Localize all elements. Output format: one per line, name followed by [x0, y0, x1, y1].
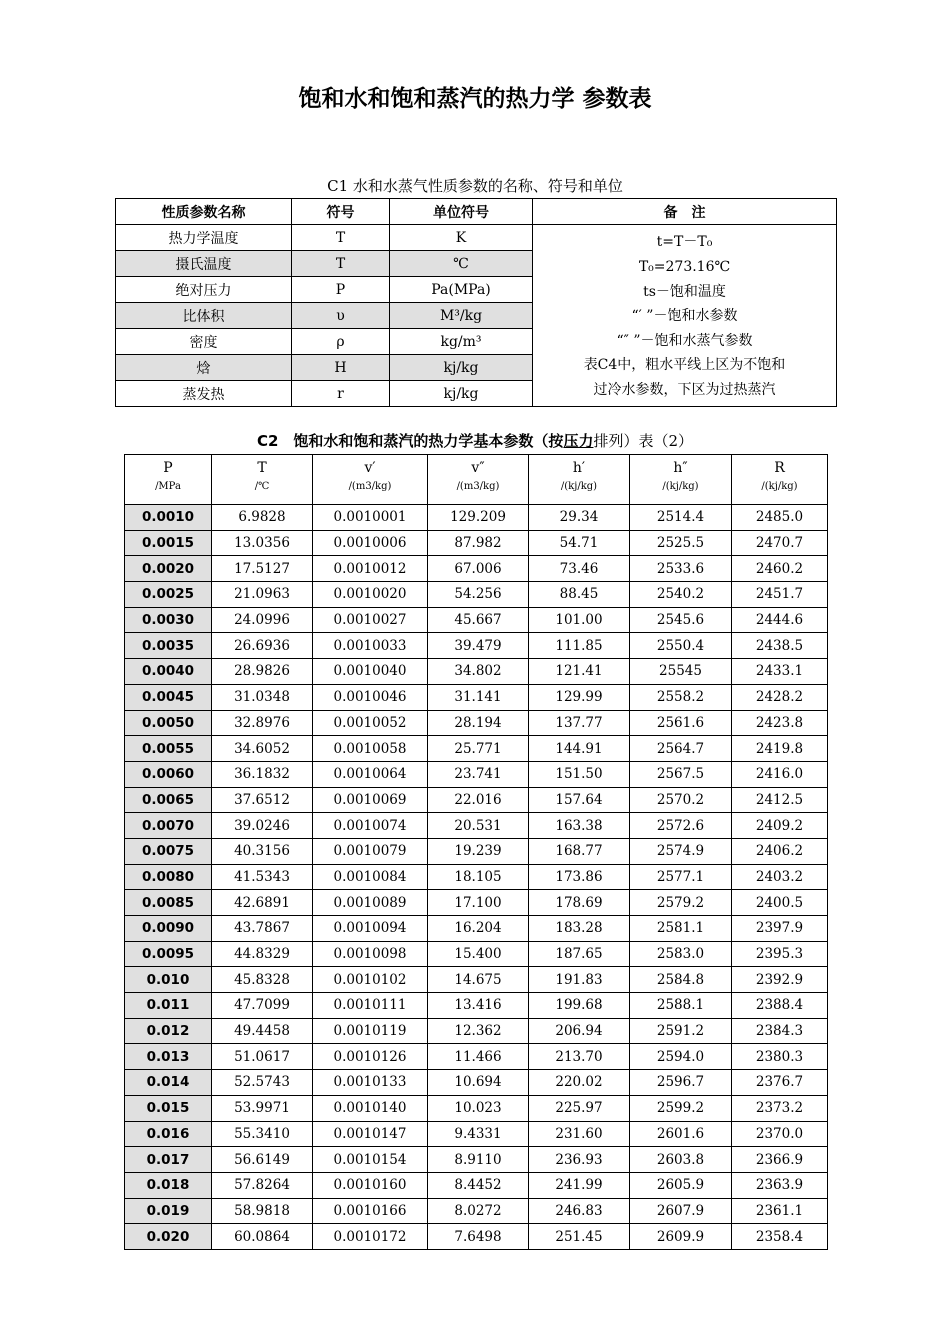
- value-cell: 0.0010089: [313, 890, 428, 916]
- value-cell: 0.0010074: [313, 813, 428, 839]
- pressure-cell: 0.0020: [125, 556, 212, 582]
- unit-cell: kj/kg: [390, 355, 533, 381]
- note-line: t=T－T₀: [656, 234, 713, 251]
- property-name-cell: 绝对压力: [116, 277, 292, 303]
- value-cell: 0.0010098: [313, 941, 428, 967]
- value-cell: 2574.9: [630, 838, 732, 864]
- unit-cell: kg/m³: [390, 329, 533, 355]
- value-cell: 2397.9: [732, 916, 828, 942]
- header-name: 性质参数名称: [116, 199, 292, 225]
- table-row: [125, 1070, 828, 1096]
- value-cell: 8.4452: [428, 1172, 529, 1198]
- value-cell: 236.93: [529, 1147, 630, 1173]
- value-cell: 129.209: [428, 505, 529, 531]
- pressure-cell: 0.0090: [125, 916, 212, 942]
- value-cell: 19.239: [428, 838, 529, 864]
- pressure-cell: 0.0075: [125, 838, 212, 864]
- value-cell: 2596.7: [630, 1070, 732, 1096]
- column-symbol: R: [732, 455, 828, 482]
- value-cell: 2380.3: [732, 1044, 828, 1070]
- value-cell: 157.64: [529, 787, 630, 813]
- value-cell: 0.0010033: [313, 633, 428, 659]
- value-cell: 11.466: [428, 1044, 529, 1070]
- value-cell: 151.50: [529, 761, 630, 787]
- table-row: [125, 941, 828, 967]
- pressure-cell: 0.0015: [125, 530, 212, 556]
- value-cell: 2564.7: [630, 736, 732, 762]
- value-cell: 0.0010133: [313, 1070, 428, 1096]
- value-cell: 0.0010154: [313, 1147, 428, 1173]
- value-cell: 67.006: [428, 556, 529, 582]
- value-cell: 2601.6: [630, 1121, 732, 1147]
- value-cell: 2423.8: [732, 710, 828, 736]
- value-cell: 2403.2: [732, 864, 828, 890]
- value-cell: 10.694: [428, 1070, 529, 1096]
- value-cell: 199.68: [529, 993, 630, 1019]
- table-row: [125, 556, 828, 582]
- value-cell: 42.6891: [212, 890, 313, 916]
- table2-caption-prefix: C2 饱和水和饱和蒸汽的热力学基本参数（按: [256, 432, 564, 450]
- property-name-cell: 焓: [116, 355, 292, 381]
- table-row: [125, 1172, 828, 1198]
- value-cell: 2525.5: [630, 530, 732, 556]
- value-cell: 2392.9: [732, 967, 828, 993]
- symbol-cell: P: [292, 277, 390, 303]
- table-row: [125, 1121, 828, 1147]
- value-cell: 2485.0: [732, 505, 828, 531]
- value-cell: 55.3410: [212, 1121, 313, 1147]
- table-row: [125, 761, 828, 787]
- property-name-cell: 摄氏温度: [116, 251, 292, 277]
- table-row: [125, 890, 828, 916]
- column-unit: /(m3/kg): [313, 481, 428, 505]
- value-cell: 13.0356: [212, 530, 313, 556]
- pressure-cell: 0.0070: [125, 813, 212, 839]
- unit-cell: K: [390, 225, 533, 251]
- unit-cell: Pa(MPa): [390, 277, 533, 303]
- value-cell: 25545: [630, 659, 732, 685]
- symbol-cell: ρ: [292, 329, 390, 355]
- pressure-cell: 0.015: [125, 1095, 212, 1121]
- saturation-table: [124, 454, 828, 1250]
- column-unit: /℃: [212, 481, 313, 505]
- value-cell: 2388.4: [732, 993, 828, 1019]
- table-row: [125, 1018, 828, 1044]
- value-cell: 0.0010006: [313, 530, 428, 556]
- table-row: [125, 736, 828, 762]
- pressure-cell: 0.011: [125, 993, 212, 1019]
- header-unit: 单位符号: [390, 199, 533, 225]
- table-row: [125, 633, 828, 659]
- value-cell: 0.0010102: [313, 967, 428, 993]
- value-cell: 18.105: [428, 864, 529, 890]
- value-cell: 0.0010058: [313, 736, 428, 762]
- page-title: 饱和水和饱和蒸汽的热力学 参数表: [298, 86, 652, 112]
- table1-caption: C1 水和水蒸气性质参数的名称、符号和单位: [327, 177, 623, 195]
- symbol-cell: H: [292, 355, 390, 381]
- value-cell: 8.0272: [428, 1198, 529, 1224]
- column-symbol: h″: [630, 455, 732, 482]
- value-cell: 213.70: [529, 1044, 630, 1070]
- unit-cell: ℃: [390, 251, 533, 277]
- table-row: [125, 1095, 828, 1121]
- table-row: [125, 1044, 828, 1070]
- value-cell: 241.99: [529, 1172, 630, 1198]
- value-cell: 2572.6: [630, 813, 732, 839]
- value-cell: 2533.6: [630, 556, 732, 582]
- value-cell: 54.71: [529, 530, 630, 556]
- table-row: [125, 1198, 828, 1224]
- value-cell: 2412.5: [732, 787, 828, 813]
- column-unit: /MPa: [125, 481, 212, 505]
- table-row: [125, 684, 828, 710]
- value-cell: 20.531: [428, 813, 529, 839]
- value-cell: 246.83: [529, 1198, 630, 1224]
- value-cell: 2376.7: [732, 1070, 828, 1096]
- table-row: [125, 787, 828, 813]
- value-cell: 13.416: [428, 993, 529, 1019]
- symbol-cell: r: [292, 381, 390, 407]
- note-line: “′ ”－饱和水参数: [631, 308, 738, 325]
- value-cell: 144.91: [529, 736, 630, 762]
- value-cell: 31.0348: [212, 684, 313, 710]
- value-cell: 40.3156: [212, 838, 313, 864]
- value-cell: 7.6498: [428, 1224, 529, 1250]
- value-cell: 0.0010046: [313, 684, 428, 710]
- value-cell: 2558.2: [630, 684, 732, 710]
- table-row: [125, 607, 828, 633]
- note-line: ts－饱和温度: [643, 283, 726, 300]
- value-cell: 0.0010147: [313, 1121, 428, 1147]
- note-line: T₀=273.16℃: [638, 259, 731, 276]
- value-cell: 87.982: [428, 530, 529, 556]
- property-name-cell: 蒸发热: [116, 381, 292, 407]
- value-cell: 0.0010119: [313, 1018, 428, 1044]
- value-cell: 0.0010027: [313, 607, 428, 633]
- value-cell: 53.9971: [212, 1095, 313, 1121]
- pressure-cell: 0.0065: [125, 787, 212, 813]
- value-cell: 2400.5: [732, 890, 828, 916]
- value-cell: 0.0010166: [313, 1198, 428, 1224]
- value-cell: 129.99: [529, 684, 630, 710]
- table-row: [125, 582, 828, 608]
- column-unit: /(kj/kg): [732, 481, 828, 505]
- value-cell: 0.0010172: [313, 1224, 428, 1250]
- value-cell: 187.65: [529, 941, 630, 967]
- pressure-cell: 0.0085: [125, 890, 212, 916]
- value-cell: 49.4458: [212, 1018, 313, 1044]
- value-cell: 45.667: [428, 607, 529, 633]
- column-symbol: T: [212, 455, 313, 482]
- value-cell: 28.9826: [212, 659, 313, 685]
- pressure-cell: 0.016: [125, 1121, 212, 1147]
- note-line: 过冷水参数，下区为过热蒸汽: [593, 381, 776, 398]
- header-notes: 备 注: [533, 199, 837, 225]
- value-cell: 2605.9: [630, 1172, 732, 1198]
- value-cell: 29.34: [529, 505, 630, 531]
- table-row: [125, 505, 828, 531]
- pressure-cell: 0.0060: [125, 761, 212, 787]
- value-cell: 34.802: [428, 659, 529, 685]
- value-cell: 0.0010040: [313, 659, 428, 685]
- value-cell: 2609.9: [630, 1224, 732, 1250]
- pressure-cell: 0.0055: [125, 736, 212, 762]
- value-cell: 2584.8: [630, 967, 732, 993]
- value-cell: 8.9110: [428, 1147, 529, 1173]
- value-cell: 58.9818: [212, 1198, 313, 1224]
- table-row: [125, 1224, 828, 1250]
- value-cell: 121.41: [529, 659, 630, 685]
- value-cell: 0.0010001: [313, 505, 428, 531]
- value-cell: 31.141: [428, 684, 529, 710]
- value-cell: 34.6052: [212, 736, 313, 762]
- notes-cell: [533, 225, 837, 407]
- value-cell: 2409.2: [732, 813, 828, 839]
- symbol-cell: υ: [292, 303, 390, 329]
- column-unit: /(kj/kg): [529, 481, 630, 505]
- table2-symbol-row: [125, 455, 828, 482]
- value-cell: 39.0246: [212, 813, 313, 839]
- value-cell: 251.45: [529, 1224, 630, 1250]
- value-cell: 2514.4: [630, 505, 732, 531]
- table-row: [125, 530, 828, 556]
- table-row: [125, 993, 828, 1019]
- value-cell: 2581.1: [630, 916, 732, 942]
- table-row: [125, 710, 828, 736]
- value-cell: 17.5127: [212, 556, 313, 582]
- value-cell: 45.8328: [212, 967, 313, 993]
- properties-table: [115, 198, 837, 407]
- value-cell: 0.0010052: [313, 710, 428, 736]
- column-symbol: v′: [313, 455, 428, 482]
- pressure-cell: 0.020: [125, 1224, 212, 1250]
- table-row: [125, 659, 828, 685]
- pressure-cell: 0.0010: [125, 505, 212, 531]
- value-cell: 137.77: [529, 710, 630, 736]
- value-cell: 2395.3: [732, 941, 828, 967]
- value-cell: 51.0617: [212, 1044, 313, 1070]
- value-cell: 44.8329: [212, 941, 313, 967]
- value-cell: 0.0010160: [313, 1172, 428, 1198]
- value-cell: 14.675: [428, 967, 529, 993]
- value-cell: 15.400: [428, 941, 529, 967]
- value-cell: 21.0963: [212, 582, 313, 608]
- symbol-cell: T: [292, 251, 390, 277]
- value-cell: 111.85: [529, 633, 630, 659]
- value-cell: 2607.9: [630, 1198, 732, 1224]
- value-cell: 28.194: [428, 710, 529, 736]
- value-cell: 2583.0: [630, 941, 732, 967]
- property-name-cell: 密度: [116, 329, 292, 355]
- pressure-cell: 0.010: [125, 967, 212, 993]
- value-cell: 2594.0: [630, 1044, 732, 1070]
- table2-caption-suffix: 排列）表（2）: [593, 432, 693, 450]
- value-cell: 54.256: [428, 582, 529, 608]
- note-line: 表C4中，粗水平线上区为不饱和: [583, 357, 786, 374]
- value-cell: 2550.4: [630, 633, 732, 659]
- value-cell: 17.100: [428, 890, 529, 916]
- value-cell: 2545.6: [630, 607, 732, 633]
- table-row: [125, 838, 828, 864]
- value-cell: 0.0010069: [313, 787, 428, 813]
- note-line: “″ ”－饱和水蒸气参数: [616, 332, 753, 349]
- unit-cell: kj/kg: [390, 381, 533, 407]
- value-cell: 2567.5: [630, 761, 732, 787]
- value-cell: 0.0010079: [313, 838, 428, 864]
- pressure-cell: 0.0035: [125, 633, 212, 659]
- value-cell: 2416.0: [732, 761, 828, 787]
- column-unit: /(m3/kg): [428, 481, 529, 505]
- pressure-cell: 0.0040: [125, 659, 212, 685]
- value-cell: 0.0010064: [313, 761, 428, 787]
- value-cell: 2540.2: [630, 582, 732, 608]
- table-row: [125, 1147, 828, 1173]
- value-cell: 220.02: [529, 1070, 630, 1096]
- value-cell: 2370.0: [732, 1121, 828, 1147]
- value-cell: 0.0010084: [313, 864, 428, 890]
- value-cell: 225.97: [529, 1095, 630, 1121]
- column-unit: /(kj/kg): [630, 481, 732, 505]
- pressure-cell: 0.013: [125, 1044, 212, 1070]
- pressure-cell: 0.018: [125, 1172, 212, 1198]
- unit-cell: M³/kg: [390, 303, 533, 329]
- value-cell: 2419.8: [732, 736, 828, 762]
- pressure-cell: 0.017: [125, 1147, 212, 1173]
- symbol-cell: T: [292, 225, 390, 251]
- value-cell: 2577.1: [630, 864, 732, 890]
- value-cell: 47.7099: [212, 993, 313, 1019]
- table-row: [125, 813, 828, 839]
- value-cell: 2603.8: [630, 1147, 732, 1173]
- table1-header-row: [116, 199, 837, 225]
- property-name-cell: 热力学温度: [116, 225, 292, 251]
- value-cell: 2561.6: [630, 710, 732, 736]
- value-cell: 2470.7: [732, 530, 828, 556]
- pressure-cell: 0.014: [125, 1070, 212, 1096]
- value-cell: 2406.2: [732, 838, 828, 864]
- value-cell: 37.6512: [212, 787, 313, 813]
- value-cell: 173.86: [529, 864, 630, 890]
- pressure-cell: 0.0045: [125, 684, 212, 710]
- value-cell: 12.362: [428, 1018, 529, 1044]
- table2-unit-row: [125, 481, 828, 505]
- value-cell: 2599.2: [630, 1095, 732, 1121]
- value-cell: 10.023: [428, 1095, 529, 1121]
- value-cell: 0.0010012: [313, 556, 428, 582]
- value-cell: 36.1832: [212, 761, 313, 787]
- value-cell: 178.69: [529, 890, 630, 916]
- value-cell: 183.28: [529, 916, 630, 942]
- value-cell: 2428.2: [732, 684, 828, 710]
- value-cell: 41.5343: [212, 864, 313, 890]
- value-cell: 2460.2: [732, 556, 828, 582]
- value-cell: 2579.2: [630, 890, 732, 916]
- value-cell: 2384.3: [732, 1018, 828, 1044]
- value-cell: 88.45: [529, 582, 630, 608]
- table1-row: [116, 225, 837, 251]
- value-cell: 2361.1: [732, 1198, 828, 1224]
- value-cell: 206.94: [529, 1018, 630, 1044]
- value-cell: 57.8264: [212, 1172, 313, 1198]
- value-cell: 2570.2: [630, 787, 732, 813]
- value-cell: 0.0010126: [313, 1044, 428, 1070]
- value-cell: 60.0864: [212, 1224, 313, 1250]
- value-cell: 24.0996: [212, 607, 313, 633]
- pressure-cell: 0.0050: [125, 710, 212, 736]
- header-symbol: 符号: [292, 199, 390, 225]
- value-cell: 168.77: [529, 838, 630, 864]
- value-cell: 2451.7: [732, 582, 828, 608]
- value-cell: 2366.9: [732, 1147, 828, 1173]
- column-symbol: P: [125, 455, 212, 482]
- value-cell: 231.60: [529, 1121, 630, 1147]
- value-cell: 6.9828: [212, 505, 313, 531]
- table-row: [125, 916, 828, 942]
- value-cell: 2591.2: [630, 1018, 732, 1044]
- table2-caption: [125, 430, 825, 451]
- value-cell: 9.4331: [428, 1121, 529, 1147]
- value-cell: 2433.1: [732, 659, 828, 685]
- value-cell: 73.46: [529, 556, 630, 582]
- value-cell: 22.016: [428, 787, 529, 813]
- column-symbol: v″: [428, 455, 529, 482]
- value-cell: 191.83: [529, 967, 630, 993]
- value-cell: 32.8976: [212, 710, 313, 736]
- table2-caption-underlined: 压力: [563, 432, 594, 450]
- value-cell: 2444.6: [732, 607, 828, 633]
- value-cell: 2588.1: [630, 993, 732, 1019]
- value-cell: 163.38: [529, 813, 630, 839]
- value-cell: 101.00: [529, 607, 630, 633]
- value-cell: 0.0010111: [313, 993, 428, 1019]
- value-cell: 0.0010140: [313, 1095, 428, 1121]
- value-cell: 23.741: [428, 761, 529, 787]
- value-cell: 25.771: [428, 736, 529, 762]
- pressure-cell: 0.0030: [125, 607, 212, 633]
- value-cell: 56.6149: [212, 1147, 313, 1173]
- table-row: [125, 967, 828, 993]
- value-cell: 26.6936: [212, 633, 313, 659]
- value-cell: 2358.4: [732, 1224, 828, 1250]
- table-row: [125, 864, 828, 890]
- value-cell: 2363.9: [732, 1172, 828, 1198]
- value-cell: 0.0010020: [313, 582, 428, 608]
- value-cell: 39.479: [428, 633, 529, 659]
- pressure-cell: 0.012: [125, 1018, 212, 1044]
- pressure-cell: 0.0025: [125, 582, 212, 608]
- column-symbol: h′: [529, 455, 630, 482]
- value-cell: 2438.5: [732, 633, 828, 659]
- value-cell: 43.7867: [212, 916, 313, 942]
- pressure-cell: 0.019: [125, 1198, 212, 1224]
- value-cell: 2373.2: [732, 1095, 828, 1121]
- value-cell: 0.0010094: [313, 916, 428, 942]
- property-name-cell: 比体积: [116, 303, 292, 329]
- pressure-cell: 0.0080: [125, 864, 212, 890]
- value-cell: 16.204: [428, 916, 529, 942]
- value-cell: 52.5743: [212, 1070, 313, 1096]
- pressure-cell: 0.0095: [125, 941, 212, 967]
